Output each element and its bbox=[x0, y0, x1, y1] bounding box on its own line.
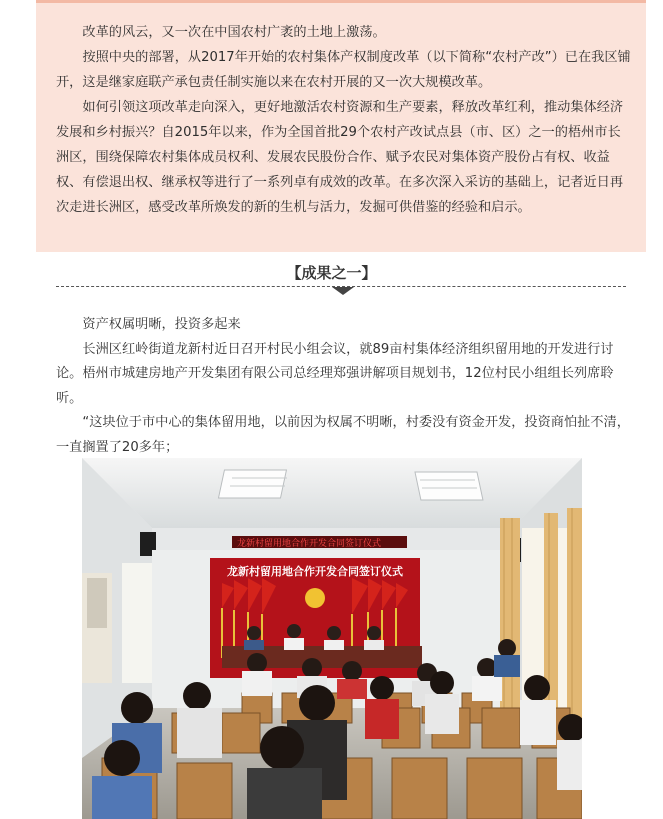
meeting-photo bbox=[82, 458, 582, 819]
article-paragraph: 长洲区红岭街道龙新村近日召开村民小组会议，就89亩村集体经济组织留用地的开发进行讨论。梧州市城建房地产开发集团有限公司总经理郑强讲解项目规划书，12位村民小组组长列席聆听。 bbox=[56, 341, 614, 406]
intro-box bbox=[36, 0, 646, 252]
banner-title: 龙新村留用地合作开发合同签订仪式 bbox=[227, 565, 403, 578]
article-paragraph: “这块位于市中心的集体留用地，以前因为权属不明晰，村委没有资金开发，投资商怕扯不清，一直搁置了20多年； bbox=[56, 415, 630, 455]
article-subheading: 资产权属明晰，投资多起来 bbox=[82, 317, 241, 332]
section-heading: 【成果之一】 bbox=[286, 264, 377, 282]
article-body bbox=[56, 313, 631, 460]
intro-top-border bbox=[36, 0, 646, 3]
intro-paragraph: 按照中央的部署，从2017年开始的农村集体产权制度改革（以下简称“农村产改”）已在我区铺开，这是继家庭联产承包责任制实施以来在农村开展的又一次大规模改革。 bbox=[56, 50, 631, 90]
meeting-photo-illustration bbox=[82, 458, 582, 819]
led-sign-text: 龙新村留用地合作开发合同签订仪式 bbox=[237, 539, 382, 549]
intro-paragraph: 如何引领这项改革走向深入，更好地激活农村资源和生产要素，释放改革红利，推动集体经济发展和乡村振兴？自2015年以来，作为全国首批29个农村产改试点县（市、区）之一的梧州市长洲区，围绕保障农村集体成员权利、发展农民股份合作、赋予农民对集体资产股份占有权、收益权、有偿退出权、继承权等进行了一系列卓有成效的改革。在多次深入采访的基础上，记者近日再次走进长洲区，感受改革所焕发的新的生机与活力，发掘可供借鉴的经验和启示。 bbox=[56, 100, 624, 215]
divider-arrow-icon bbox=[332, 287, 354, 295]
intro-paragraph: 改革的风云，又一次在中国农村广袤的土地上激荡。 bbox=[82, 25, 386, 40]
